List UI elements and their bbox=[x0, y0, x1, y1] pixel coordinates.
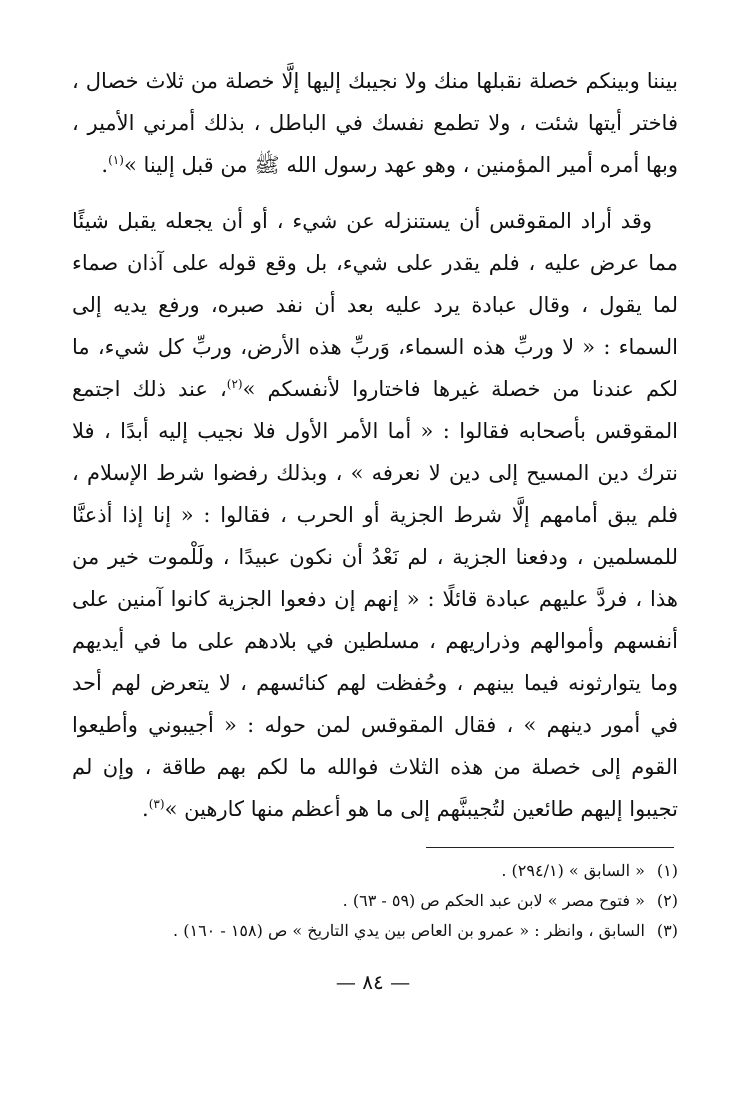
footnote-3-number: (٣) bbox=[656, 921, 678, 940]
page-number: — ٨٤ — bbox=[335, 970, 411, 994]
footnote-2 bbox=[72, 886, 678, 916]
footnote-3-text: السابق ، وانظر : « عمرو بن العاص بين يدي التاريخ » ص (١٥٨ - ١٦٠) . bbox=[173, 921, 645, 940]
paragraph-2-text-a: وقد أراد المقوقس أن يستنزله عن شيء ، أو أن يجعله يقبل شيئًا مما عرض عليه ، فلم يقدر على شيء، بل وقع قوله على آذان صماء لما يقول ، وقال عبادة يرد عليه بعد أن نفد صبره، ورفع يديه إلى السماء : « لا وربِّ هذه السماء، وَربِّ هذه الأرض، وربِّ كل شيء، ما لكم عندنا من خصلة غيرها فاختاروا لأنفسكم » bbox=[72, 209, 678, 401]
paragraph-1-text: بيننا وبينكم خصلة نقبلها منك ولا نجيبك إليها إلَّا خصلة من ثلاث خصال ، فاختر أيتها شئت ، ولا تطمع نفسك في الباطل ، بذلك أمرني الأمير ، وبها أمره أمير المؤمنين ، وهو عهد رسول الله ﷺ من قبل إلينا » bbox=[72, 69, 678, 177]
footnote-1 bbox=[72, 856, 678, 886]
footnote-2-text: « فتوح مصر » لابن عبد الحكم ص (٥٩ - ٦٣) . bbox=[342, 891, 645, 910]
footnote-2-number: (٢) bbox=[656, 891, 678, 910]
body-text bbox=[72, 60, 678, 830]
paragraph-2: وقد أراد المقوقس أن يستنزله عن شيء ، أو أن يجعله يقبل شيئًا مما عرض عليه ، فلم يقدر على شيء، بل وقع قوله على آذان صماء لما يقول ، وقال عبادة يرد عليه بعد أن نفد صبره، ورفع يديه إلى السماء : « لا وربِّ هذه السماء، وَربِّ هذه الأرض، وربِّ كل شيء، ما لكم عندنا من خصلة غيرها فاختاروا لأنفسكم »$^{(٢)}$، عند ذلك اجتمع المقوقس بأصحابه فقالوا : « أما الأمر الأول فلا نجيب إليه أبدًا ، فلا نترك دين المسيح إلى دين لا نعرفه » ، وبذلك رفضوا شرط الإسلام ، فلم يبق أمامهم إلَّا شرط الجزية أو الحرب ، فقالوا : « إنا إذا أذعنَّا للمسلمين ، ودفعنا الجزية ، لم نَعْدُ أن نكون عبيدًا ، ولَلْموت خير من هذا ، فردَّ عليهم عبادة قائلًا : « إنهم إن دفعوا الجزية كانوا آمنين على أنفسهم وأموالهم وذراريهم ، مسلطين في بلادهم على ما في أيديهم وما يتوارثونه فيما بينهم ، وحُفظت لهم كنائسهم ، لا يتعرض لهم أحد في أمور دينهم » ، فقال المقوقس لمن حوله : « أجيبوني وأطيعوا القوم إلى خصلة من هذه الثلاث فوالله ما لكم بهم طاقة ، وإن لم تجيبوا إليهم طائعين لتُجيبنَّهم إلى ما هو أعظم منها كارهين »$^{(٣)}$. bbox=[72, 209, 678, 821]
paragraph-1: بيننا وبينكم خصلة نقبلها منك ولا نجيبك إليها إلَّا خصلة من ثلاث خصال ، فاختر أيتها شئت ، ولا تطمع نفسك في الباطل ، بذلك أمرني الأمير ، وبها أمره أمير المؤمنين ، وهو عهد رسول الله ﷺ من قبل إلينا »$^{(١)}$. bbox=[72, 69, 678, 177]
footnote-1-text: « السابق » (٢٩٤/١) . bbox=[501, 861, 645, 880]
footnotes bbox=[72, 856, 678, 946]
footnote-divider bbox=[426, 847, 674, 848]
footnote-ref-1: (١) bbox=[108, 153, 124, 167]
footnote-1-number: (١) bbox=[656, 861, 678, 880]
footnote-ref-2: (٢) bbox=[226, 377, 243, 391]
footnote-3 bbox=[72, 916, 678, 946]
paragraph-2-text-b: ، عند ذلك اجتمع المقوقس بأصحابه فقالوا : « أما الأمر الأول فلا نجيب إليه أبدًا ، فلا نترك دين المسيح إلى دين لا نعرفه » ، وبذلك رفضوا شرط الإسلام ، فلم يبق أمامهم إلَّا شرط الجزية أو الحرب ، فقالوا : « إنا إذا أذعنَّا للمسلمين ، ودفعنا الجزية ، لم نَعْدُ أن نكون عبيدًا ، ولَلْموت خير من هذا ، فردَّ عليهم عبادة قائلًا : « إنهم إن دفعوا الجزية كانوا آمنين على أنفسهم وأموالهم وذراريهم ، مسلطين في بلادهم على ما في أيديهم وما يتوارثونه فيما بينهم ، وحُفظت لهم كنائسهم ، لا يتعرض لهم أحد في أمور دينهم » ، فقال المقوقس لمن حوله : « أجيبوني وأطيعوا القوم إلى خصلة من هذه الثلاث فوالله ما لكم بهم طاقة ، وإن لم تجيبوا إليهم طائعين لتُجيبنَّهم إلى ما هو أعظم منها كارهين » bbox=[72, 377, 678, 821]
footnote-ref-3: (٣) bbox=[148, 797, 165, 811]
